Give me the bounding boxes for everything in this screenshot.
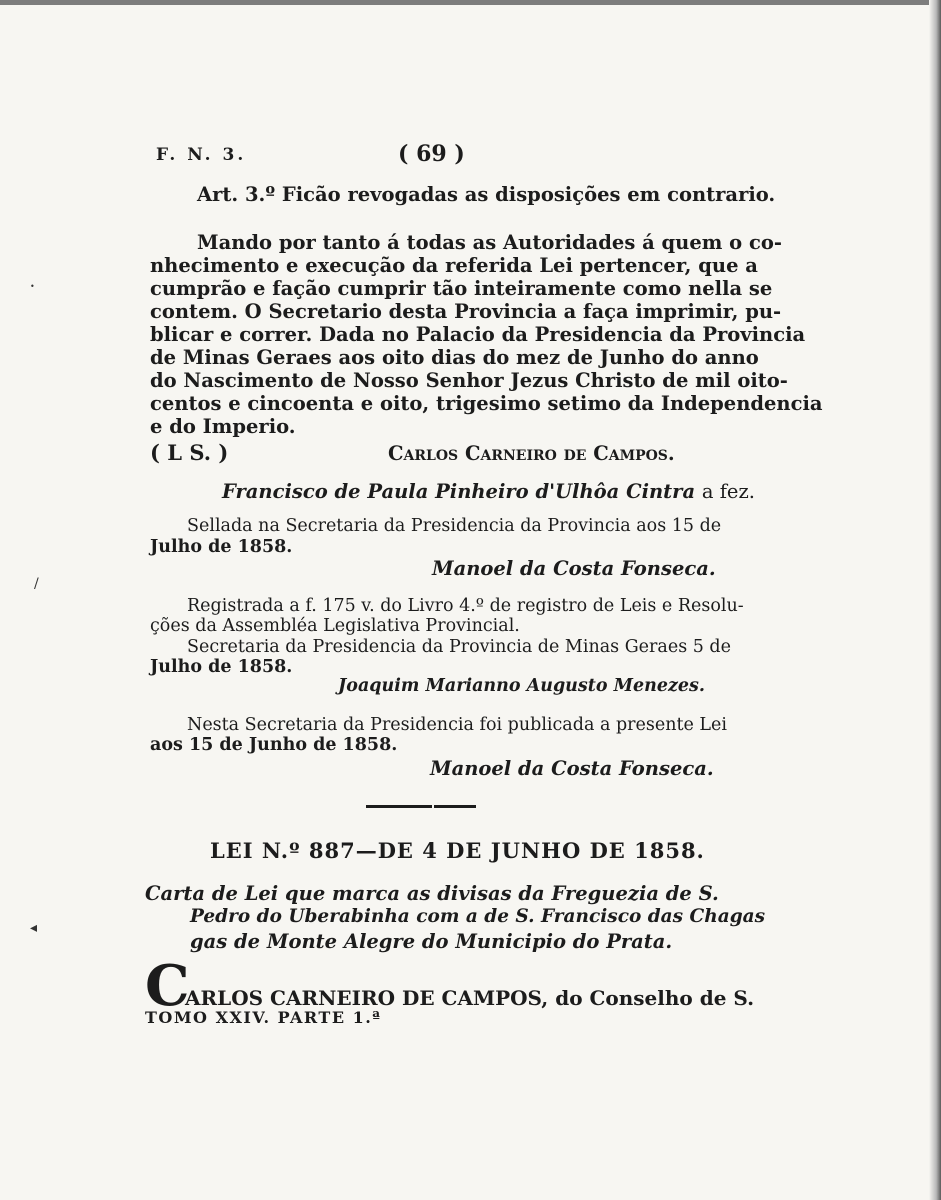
clerk-suffix: a fez. xyxy=(701,480,755,503)
page-header-left: F. N. 3. xyxy=(156,145,247,165)
sealed-line-1: Sellada na Secretaria da Presidencia da Provincia aos 15 de xyxy=(187,516,722,536)
law-title: LEI N.º 887—DE 4 DE JUNHO DE 1858. xyxy=(210,838,705,863)
governor-signature: Carlos Carneiro de Campos. xyxy=(388,442,675,465)
volume-footer: TOMO XXIV. PARTE 1.ª xyxy=(145,1008,382,1027)
top-edge xyxy=(0,0,941,5)
decree-line-6: de Minas Geraes aos oito dias do mez de Junho do anno xyxy=(150,346,759,369)
registered-line-1: Registrada a f. 175 v. do Livro 4.º de registro de Leis e Resolu- xyxy=(187,596,744,616)
section-divider-gap xyxy=(432,803,434,810)
registered-signature: Joaquim Marianno Augusto Menezes. xyxy=(338,676,705,696)
clerk-name: Francisco de Paula Pinheiro d'Ulhôa Cintra xyxy=(222,480,696,503)
margin-dot-icon: • xyxy=(30,282,35,291)
published-line-2: aos 15 de Junho de 1858. xyxy=(150,735,398,755)
registered-line-2: ções da Assembléa Legislativa Provincial. xyxy=(150,616,520,636)
law-summary-line-3: gas de Monte Alegre do Municipio do Prata. xyxy=(190,930,673,953)
margin-arrow-icon: ◂ xyxy=(30,920,38,936)
clerk-line xyxy=(222,480,755,503)
drop-cap: C xyxy=(145,953,190,1019)
page-number: ( 69 ) xyxy=(398,141,465,167)
margin-tick-icon: / xyxy=(34,576,39,592)
law-summary-line-2: Pedro do Uberabinha com a de S. Francisco das Chagas xyxy=(190,906,766,927)
opening-line: ARLOS CARNEIRO DE CAMPOS, do Conselho de S. xyxy=(185,986,755,1010)
page-edge-shadow xyxy=(929,0,941,1200)
decree-line-7: do Nascimento de Nosso Senhor Jezus Christo de mil oito- xyxy=(150,369,788,392)
published-line-1: Nesta Secretaria da Presidencia foi publicada a presente Lei xyxy=(187,715,727,735)
decree-line-2: nhecimento e execução da referida Lei pertencer, que a xyxy=(150,254,758,277)
sealed-line-2: Julho de 1858. xyxy=(150,537,293,557)
sealed-signature: Manoel da Costa Fonseca. xyxy=(432,557,716,580)
decree-line-4: contem. O Secretario desta Provincia a faça imprimir, pu- xyxy=(150,300,782,323)
decree-line-9: e do Imperio. xyxy=(150,415,296,438)
decree-line-8: centos e cincoenta e oito, trigesimo setimo da Independencia xyxy=(150,392,823,415)
registered-line-3: Secretaria da Presidencia da Provincia de Minas Geraes 5 de xyxy=(187,637,731,657)
decree-line-3: cumprão e fação cumprir tão inteiramente como nella se xyxy=(150,277,773,300)
seal-mark: ( L S. ) xyxy=(150,440,229,465)
article-3: Art. 3.º Ficão revogadas as disposições em contrario. xyxy=(197,183,776,206)
section-divider xyxy=(366,805,476,808)
registered-line-4: Julho de 1858. xyxy=(150,657,293,677)
decree-line-5: blicar e correr. Dada no Palacio da Presidencia da Provincia xyxy=(150,323,806,346)
law-summary-line-1: Carta de Lei que marca as divisas da Freguezia de S. xyxy=(145,882,719,905)
published-signature: Manoel da Costa Fonseca. xyxy=(430,757,714,780)
decree-line-1: Mando por tanto á todas as Autoridades á quem o co- xyxy=(197,231,782,254)
